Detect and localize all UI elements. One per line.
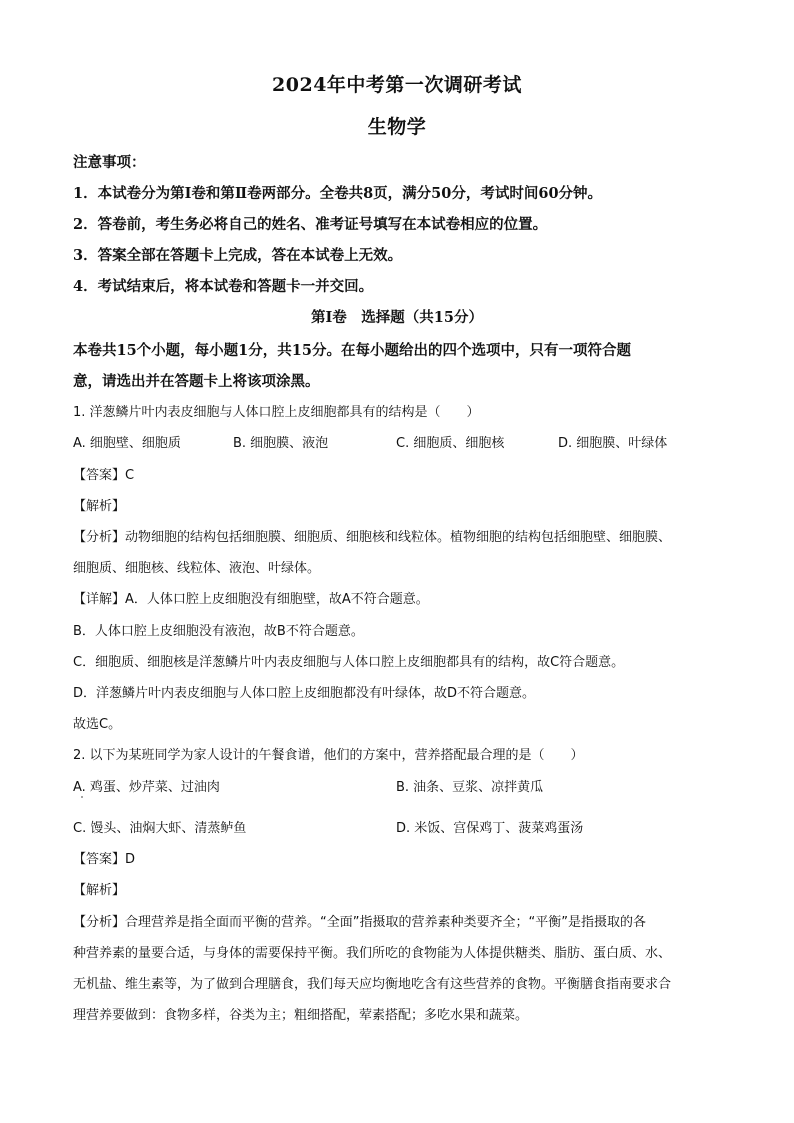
q1-option-a: A. 细胞壁、细胞质: [73, 436, 181, 451]
q1-option-b: B. 细胞膜、液泡: [233, 436, 329, 451]
q1-detail-d: D．洋葱鳞片叶内表皮细胞与人体口腔上皮细胞都没有叶绿体，故D不符合题意。: [73, 686, 536, 701]
q2-option-d: D. 米饭、宫保鸡丁、菠菜鸡蛋汤: [396, 821, 584, 836]
q1-option-d: D. 细胞膜、叶绿体: [558, 436, 668, 451]
q1-detail-a-text: A．人体口腔上皮细胞没有细胞壁，故A不符合题意。: [125, 592, 429, 607]
subject-title: 生物学: [367, 116, 427, 138]
q2-fenxi-line-1: [73, 911, 646, 930]
q2-option-a: A. 鸡蛋、炒芹菜、过油肉: [73, 780, 220, 795]
notice-heading: 注意事项：: [73, 154, 146, 171]
q1-fenxi-label: 【分析】: [73, 530, 126, 545]
q2-answer-label: 【答案】: [73, 852, 126, 867]
q1-fenxi-line-2: 细胞质、细胞核、线粒体、液泡、叶绿体。: [73, 561, 321, 576]
exam-title: 2024年中考第一次调研考试: [272, 74, 522, 96]
q2-answer: [73, 848, 135, 867]
q1-detail-a: [73, 588, 429, 607]
stray-dot: [81, 796, 83, 798]
section-intro-line-1: 本卷共15个小题，每小题1分，共15分。在每小题给出的四个选项中，只有一项符合题: [73, 342, 631, 359]
q1-answer: [73, 464, 134, 483]
q2-fenxi-label: 【分析】: [73, 915, 126, 930]
notice-item-2: 2．答卷前，考生务必将自己的姓名、准考证号填写在本试卷相应的位置。: [73, 216, 548, 233]
q2-option-b: B. 油条、豆浆、凉拌黄瓜: [396, 780, 544, 795]
notice-item-3: 3．答案全部在答题卡上完成，答在本试卷上无效。: [73, 247, 403, 264]
q2-fenxi-line-3: 无机盐、维生素等，为了做到合理膳食，我们每天应均衡地吃含有这些营养的食物。平衡膳食指南要求合: [73, 977, 672, 992]
q1-answer-value: C: [125, 468, 135, 483]
q2-fenxi-line-4: 理营养要做到：食物多样，谷类为主；粗细搭配，荤素搭配；多吃水果和蔬菜。: [73, 1008, 529, 1023]
section-heading: 第Ⅰ卷 选择题（共15分）: [311, 309, 483, 326]
q1-answer-label: 【答案】: [73, 468, 126, 483]
q1-conclusion: 故选C。: [73, 717, 122, 732]
q1-detail-b: B．人体口腔上皮细胞没有液泡，故B不符合题意。: [73, 624, 364, 639]
q1-stem: 1. 洋葱鳞片叶内表皮细胞与人体口腔上皮细胞都具有的结构是（ ）: [73, 405, 480, 420]
q1-analysis-label: 【解析】: [73, 499, 126, 514]
q1-fenxi-line-1: [73, 526, 671, 545]
notice-item-4: 4．考试结束后，将本试卷和答题卡一并交回。: [73, 278, 374, 295]
notice-item-1: 1．本试卷分为第Ⅰ卷和第Ⅱ卷两部分。全卷共8页，满分50分，考试时间60分钟。: [73, 185, 603, 202]
q2-analysis-label: 【解析】: [73, 883, 126, 898]
q2-stem: 2. 以下为某班同学为家人设计的午餐食谱，他们的方案中，营养搭配最合理的是（ ）: [73, 748, 584, 763]
q1-detail-label: 【详解】: [73, 592, 126, 607]
q2-answer-value: D: [125, 852, 136, 867]
q1-fenxi-text-1: 动物细胞的结构包括细胞膜、细胞质、细胞核和线粒体。植物细胞的结构包括细胞壁、细胞膜、: [125, 530, 672, 545]
q2-fenxi-text-1: 合理营养是指全面而平衡的营养。“全面”指摄取的营养素种类要齐全；“平衡”是指摄取的各: [125, 915, 646, 930]
q2-fenxi-line-2: 种营养素的量要合适，与身体的需要保持平衡。我们所吃的食物能为人体提供糖类、脂肪、蛋白质、水、: [73, 946, 672, 961]
q2-option-c: C. 馒头、油焖大虾、清蒸鲈鱼: [73, 821, 247, 836]
section-intro-line-2: 意，请选出并在答题卡上将该项涂黑。: [73, 373, 320, 390]
q1-option-c: C. 细胞质、细胞核: [396, 436, 505, 451]
q1-detail-c: C．细胞质、细胞核是洋葱鳞片叶内表皮细胞与人体口腔上皮细胞都具有的结构，故C符合题意。: [73, 655, 625, 670]
